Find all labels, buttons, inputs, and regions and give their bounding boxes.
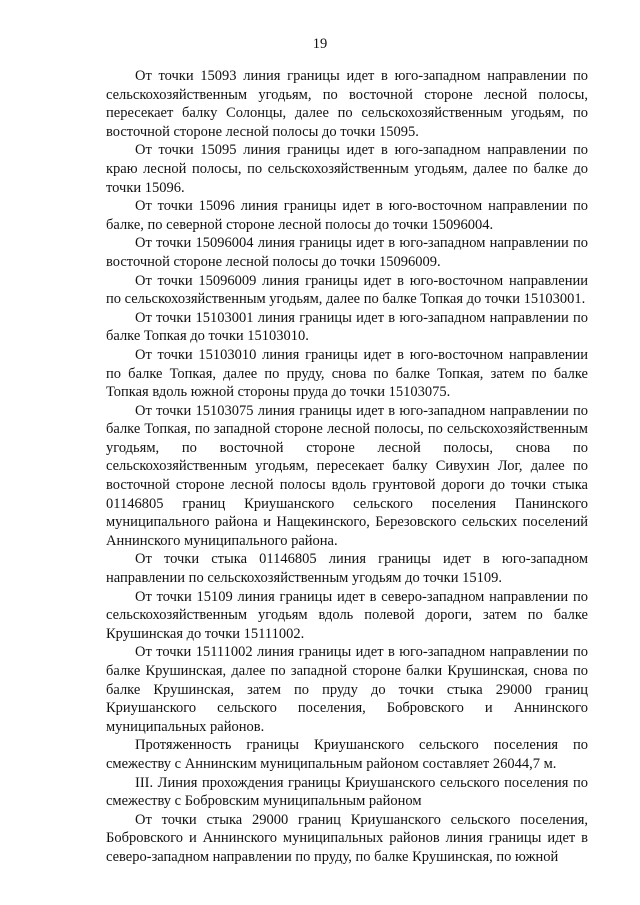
boundary-paragraph: От точки 15096 линия границы идет в юго-восточном направлении по балке, по северной стороне лесной полосы до точки 15096004.: [106, 198, 588, 233]
document-body: [106, 67, 588, 867]
section-paragraph: От точки стыка 29000 границ Криушанского сельского поселения, Бобровского и Аннинского муниципальных районов линия границы идет в северо-западном направлении по пруду, по балке Крушинская, по южной: [106, 811, 588, 865]
boundary-paragraph: От точки 15095 линия границы идет в юго-западном направлении по краю лесной полосы, по сельскохозяйственным угодьям, далее по балке до точки 15096.: [106, 142, 588, 196]
boundary-paragraph: От точки 15103001 линия границы идет в юго-западном направлении по балке Топкая до точки 15103010.: [106, 309, 588, 345]
boundary-paragraph: От точки 15109 линия границы идет в северо-западном направлении по сельскохозяйственным угодьям вдоль полевой дороги, затем по балке Крушинская до точки 15111002.: [106, 588, 588, 642]
boundary-paragraph: От точки 15103075 линия границы идет в юго-западном направлении по балке Топкая, по западной стороне лесной полосы, по сельскохозяйственным угодьям, по восточной стороне лесной полосы, снова по сельскохозяйственным угодьям, пересекает балку Сивухин Лог, далее по восточной стороне лесной полосы вдоль грунтовой дороги до точки стыка 01146805 границ Криушанского сельского поселения Панинского муниципального района и Нащекинского, Березовского сельских поселений Аннинского муниципального района.: [106, 402, 588, 549]
boundary-paragraph: От точки стыка 01146805 линия границы идет в юго-западном направлении по сельскохозяйственным угодьям до точки 15109.: [106, 551, 588, 587]
boundary-paragraph: От точки 15093 линия границы идет в юго-западном направлении по сельскохозяйственным угодьям, по восточной стороне лесной полосы, пересекает балку Солонцы, далее по сельскохозяйственным угодьям, по восточной стороне лесной полосы до точки 15095.: [106, 68, 588, 140]
section-heading: III. Линия прохождения границы Криушанского сельского поселения по смежеству с Бобровским муниципальным районом: [106, 774, 588, 810]
boundary-paragraph: От точки 15103010 линия границы идет в юго-восточном направлении по балке Топкая, далее по пруду, снова по балке Топкая, затем по балке Топкая вдоль южной стороны пруда до точки 15103075.: [106, 346, 588, 401]
boundary-paragraph: От точки 15111002 линия границы идет в юго-западном направлении по балке Крушинская, далее по западной стороне балки Крушинская, снова по балке Крушинская, затем по пруду до точки стыка 29000 границ Криушанского сельского поселения, Бобровского и Аннинского муниципальных районов.: [106, 644, 588, 735]
boundary-length-paragraph: Протяженность границы Криушанского сельского поселения по смежеству с Аннинским муниципальным районом составляет 26044,7 м.: [106, 737, 588, 772]
boundary-paragraph: От точки 15096004 линия границы идет в юго-западном направлении по восточной стороне лесной полосы до точки 15096009.: [106, 235, 588, 270]
boundary-paragraph: От точки 15096009 линия границы идет в юго-восточном направлении по сельскохозяйственным угодьям, далее по балке Топкая до точки 15103001.: [106, 272, 588, 308]
page-number: 19: [312, 36, 328, 52]
